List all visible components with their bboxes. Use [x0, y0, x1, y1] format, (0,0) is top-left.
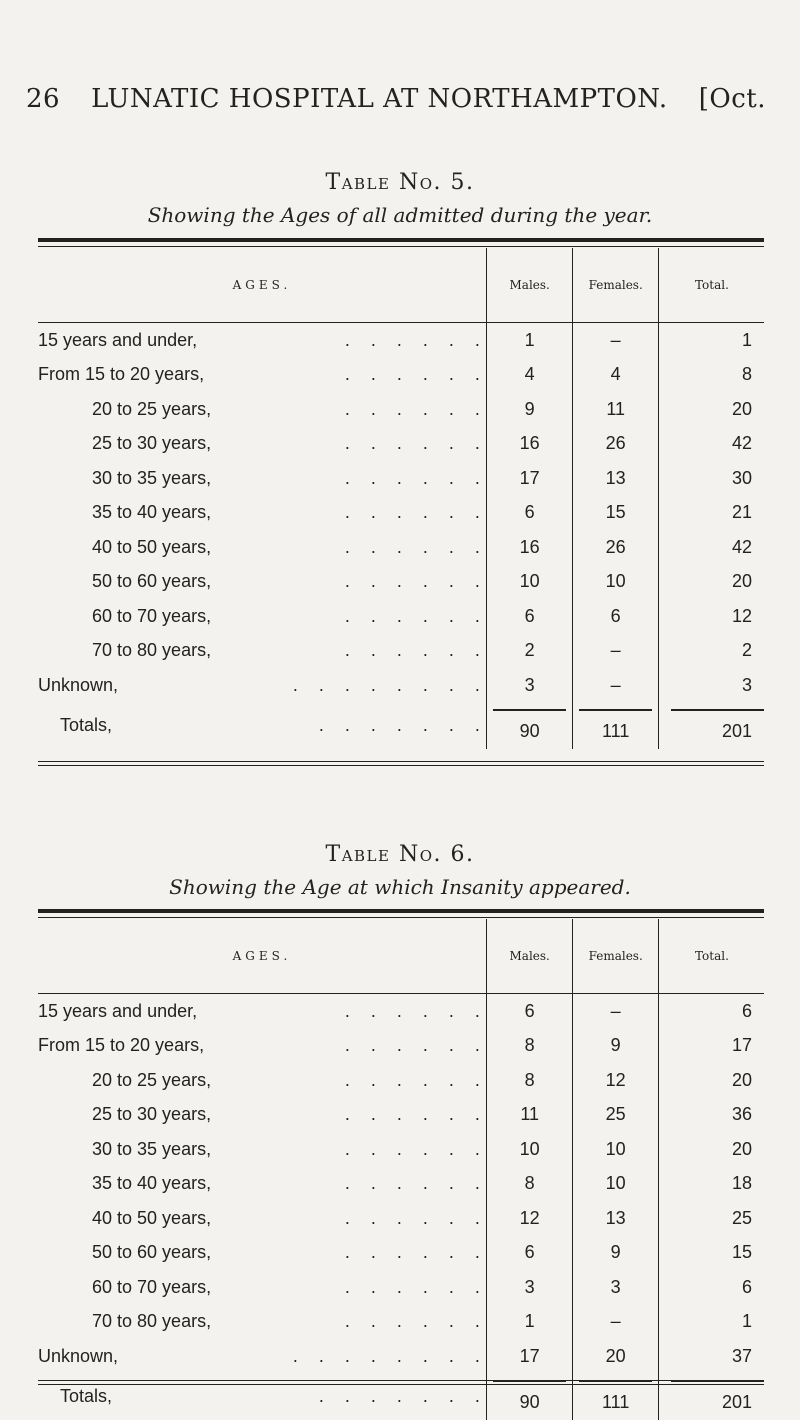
- cell-total: 2: [658, 634, 764, 669]
- table5-header-ages: AGES.: [232, 278, 292, 292]
- cell-females: –: [573, 323, 658, 358]
- cell-total: 20: [658, 1132, 764, 1167]
- table-row: [38, 565, 764, 600]
- totals-total-value: 201: [671, 709, 764, 742]
- table5-top-thin-rule: [38, 246, 764, 247]
- table5: [38, 248, 764, 749]
- row-age-label: 15 years and under,: [38, 329, 198, 350]
- row-age-label: 35 to 40 years,: [92, 1173, 212, 1194]
- running-title: LUNATIC HOSPITAL AT NORTHAMPTON.: [91, 84, 668, 114]
- table5-header-males: Males.: [486, 248, 573, 323]
- leader-dots: . . . . . .: [344, 364, 480, 385]
- leader-dots: . . . . . .: [344, 467, 480, 488]
- cell-males: 8: [486, 1029, 573, 1064]
- totals-females-value: 111: [579, 1380, 651, 1413]
- cell-total: 20: [658, 392, 764, 427]
- cell-total: 12: [658, 599, 764, 634]
- cell-females: 20: [573, 1339, 658, 1374]
- leader-dots: . . . . . .: [344, 1242, 480, 1263]
- cell-females: –: [573, 1305, 658, 1340]
- table6-body: [38, 994, 764, 1420]
- cell-females: 10: [573, 1167, 658, 1202]
- table6-header-females: Females.: [573, 919, 658, 994]
- table5-body: [38, 323, 764, 749]
- row-age-label: 35 to 40 years,: [92, 502, 212, 523]
- table-row: [38, 1201, 764, 1236]
- table6-title: Table No. 6.: [325, 842, 475, 867]
- row-age-label: 20 to 25 years,: [92, 1069, 212, 1090]
- cell-females: 10: [573, 1132, 658, 1167]
- cell-males: 6: [486, 599, 573, 634]
- table-row: [38, 1305, 764, 1340]
- table6-top-thin-rule: [38, 917, 764, 918]
- table-row: [38, 461, 764, 496]
- leader-dots: . . . . . . .: [318, 715, 480, 735]
- table-row: [38, 1236, 764, 1271]
- cell-males: 16: [486, 530, 573, 565]
- cell-males: 3: [486, 1270, 573, 1305]
- totals-total: [658, 703, 764, 749]
- table-row: [38, 1270, 764, 1305]
- totals-label: Totals,: [60, 715, 113, 735]
- cell-total: 42: [658, 530, 764, 565]
- cell-females: 9: [573, 1236, 658, 1271]
- table6: [38, 919, 764, 1420]
- cell-total: 21: [658, 496, 764, 531]
- table6-header-total: Total.: [658, 919, 764, 994]
- row-age-label: 15 years and under,: [38, 1000, 198, 1021]
- cell-females: 13: [573, 1201, 658, 1236]
- table6-top-rule: [38, 909, 764, 913]
- leader-dots: . . . . . .: [344, 1207, 480, 1228]
- totals-males: [486, 703, 573, 749]
- cell-females: 26: [573, 427, 658, 462]
- table6-header-males: Males.: [486, 919, 573, 994]
- table-row: [38, 1167, 764, 1202]
- cell-females: 6: [573, 599, 658, 634]
- row-age-label: 25 to 30 years,: [92, 433, 212, 454]
- cell-males: 1: [486, 1305, 573, 1340]
- cell-total: 37: [658, 1339, 764, 1374]
- cell-males: 10: [486, 565, 573, 600]
- row-age-label: 30 to 35 years,: [92, 467, 212, 488]
- leader-dots: . . . . . .: [344, 571, 480, 592]
- totals-row: [38, 703, 764, 749]
- leader-dots: . . . . . .: [344, 1035, 480, 1056]
- cell-females: 10: [573, 565, 658, 600]
- table-row: [38, 599, 764, 634]
- table-row: [38, 427, 764, 462]
- table5-bottom-rule: [38, 761, 764, 762]
- table-row: [38, 1098, 764, 1133]
- table-row: [38, 1339, 764, 1374]
- cell-females: 25: [573, 1098, 658, 1133]
- row-age-label: 50 to 60 years,: [92, 1242, 212, 1263]
- table-row: [38, 358, 764, 393]
- table5-title: Table No. 5.: [325, 170, 475, 195]
- row-age-label: 70 to 80 years,: [92, 640, 212, 661]
- table5-subtitle: Showing the Ages of all admitted during the year.: [147, 203, 653, 227]
- row-age-label: 60 to 70 years,: [92, 1276, 212, 1297]
- table6-bottom-rule: [38, 1380, 764, 1381]
- row-age-label: From 15 to 20 years,: [38, 1035, 205, 1056]
- leader-dots: . . . . . .: [344, 1069, 480, 1090]
- totals-males-value: 90: [493, 1380, 567, 1413]
- cell-females: 26: [573, 530, 658, 565]
- cell-males: 6: [486, 1236, 573, 1271]
- table6-bottom-rule-2: [38, 1384, 764, 1385]
- table-row: [38, 668, 764, 703]
- totals-females-value: 111: [579, 709, 651, 742]
- cell-females: 3: [573, 1270, 658, 1305]
- leader-dots: . . . . . . . .: [292, 1345, 480, 1366]
- page-number: 26: [26, 84, 61, 114]
- cell-males: 6: [486, 496, 573, 531]
- cell-females: 13: [573, 461, 658, 496]
- leader-dots: . . . . . .: [344, 1104, 480, 1125]
- row-age-label: 20 to 25 years,: [92, 398, 212, 419]
- row-age-label: 30 to 35 years,: [92, 1138, 212, 1159]
- cell-males: 6: [486, 994, 573, 1029]
- leader-dots: . . . . . . . .: [292, 674, 480, 695]
- table-row: [38, 1063, 764, 1098]
- cell-males: 8: [486, 1063, 573, 1098]
- table-row: [38, 392, 764, 427]
- running-date: [Oct.: [698, 84, 766, 114]
- cell-total: 3: [658, 668, 764, 703]
- leader-dots: . . . . . .: [344, 502, 480, 523]
- cell-total: 1: [658, 1305, 764, 1340]
- row-age-label: 70 to 80 years,: [92, 1311, 212, 1332]
- cell-total: 42: [658, 427, 764, 462]
- cell-males: 12: [486, 1201, 573, 1236]
- cell-total: 30: [658, 461, 764, 496]
- leader-dots: . . . . . .: [344, 605, 480, 626]
- totals-label: Totals,: [60, 1386, 113, 1406]
- cell-males: 16: [486, 427, 573, 462]
- table6-header-ages: AGES.: [232, 949, 292, 963]
- leader-dots: . . . . . .: [344, 1000, 480, 1021]
- cell-females: 15: [573, 496, 658, 531]
- leader-dots: . . . . . .: [344, 1276, 480, 1297]
- cell-males: 9: [486, 392, 573, 427]
- table5-bottom-rule-2: [38, 765, 764, 766]
- leader-dots: . . . . . .: [344, 1138, 480, 1159]
- cell-females: 9: [573, 1029, 658, 1064]
- cell-total: 18: [658, 1167, 764, 1202]
- cell-males: 17: [486, 1339, 573, 1374]
- cell-total: 1: [658, 323, 764, 358]
- cell-total: 8: [658, 358, 764, 393]
- cell-males: 4: [486, 358, 573, 393]
- cell-males: 11: [486, 1098, 573, 1133]
- cell-total: 36: [658, 1098, 764, 1133]
- cell-females: –: [573, 634, 658, 669]
- cell-total: 17: [658, 1029, 764, 1064]
- table6-heading: [0, 842, 800, 899]
- table5-top-rule: [38, 238, 764, 242]
- cell-total: 20: [658, 565, 764, 600]
- totals-total-value: 201: [671, 1380, 764, 1413]
- leader-dots: . . . . . .: [344, 398, 480, 419]
- cell-total: 6: [658, 994, 764, 1029]
- leader-dots: . . . . . .: [344, 640, 480, 661]
- cell-males: 8: [486, 1167, 573, 1202]
- leader-dots: . . . . . .: [344, 1173, 480, 1194]
- table-row: [38, 323, 764, 358]
- cell-total: 25: [658, 1201, 764, 1236]
- leader-dots: . . . . . .: [344, 433, 480, 454]
- leader-dots: . . . . . .: [344, 536, 480, 557]
- table6-subtitle: Showing the Age at which Insanity appeared.: [169, 875, 631, 899]
- leader-dots: . . . . . .: [344, 1311, 480, 1332]
- leader-dots: . . . . . . .: [318, 1386, 480, 1406]
- cell-males: 17: [486, 461, 573, 496]
- table-row: [38, 1132, 764, 1167]
- cell-males: 10: [486, 1132, 573, 1167]
- cell-females: 12: [573, 1063, 658, 1098]
- table5-header-females: Females.: [573, 248, 658, 323]
- cell-total: 20: [658, 1063, 764, 1098]
- table-row: [38, 634, 764, 669]
- cell-males: 3: [486, 668, 573, 703]
- row-age-label: 40 to 50 years,: [92, 1207, 212, 1228]
- row-age-label: 50 to 60 years,: [92, 571, 212, 592]
- row-age-label: From 15 to 20 years,: [38, 364, 205, 385]
- cell-females: 4: [573, 358, 658, 393]
- row-age-label: Unknown,: [38, 674, 119, 695]
- table-row: [38, 994, 764, 1029]
- cell-females: –: [573, 668, 658, 703]
- cell-females: –: [573, 994, 658, 1029]
- totals-females: [573, 703, 658, 749]
- row-age-label: 60 to 70 years,: [92, 605, 212, 626]
- table6-header-row: [38, 919, 764, 994]
- row-age-label: 40 to 50 years,: [92, 536, 212, 557]
- row-age-label: 25 to 30 years,: [92, 1104, 212, 1125]
- table-row: [38, 530, 764, 565]
- cell-males: 1: [486, 323, 573, 358]
- cell-males: 2: [486, 634, 573, 669]
- row-age-label: Unknown,: [38, 1345, 119, 1366]
- cell-females: 11: [573, 392, 658, 427]
- table5-heading: [0, 170, 800, 227]
- table-row: [38, 496, 764, 531]
- cell-total: 15: [658, 1236, 764, 1271]
- cell-total: 6: [658, 1270, 764, 1305]
- table5-header-total: Total.: [658, 248, 764, 323]
- table-row: [38, 1029, 764, 1064]
- running-head: [26, 84, 766, 114]
- table5-header-row: [38, 248, 764, 323]
- totals-males-value: 90: [493, 709, 567, 742]
- leader-dots: . . . . . .: [344, 329, 480, 350]
